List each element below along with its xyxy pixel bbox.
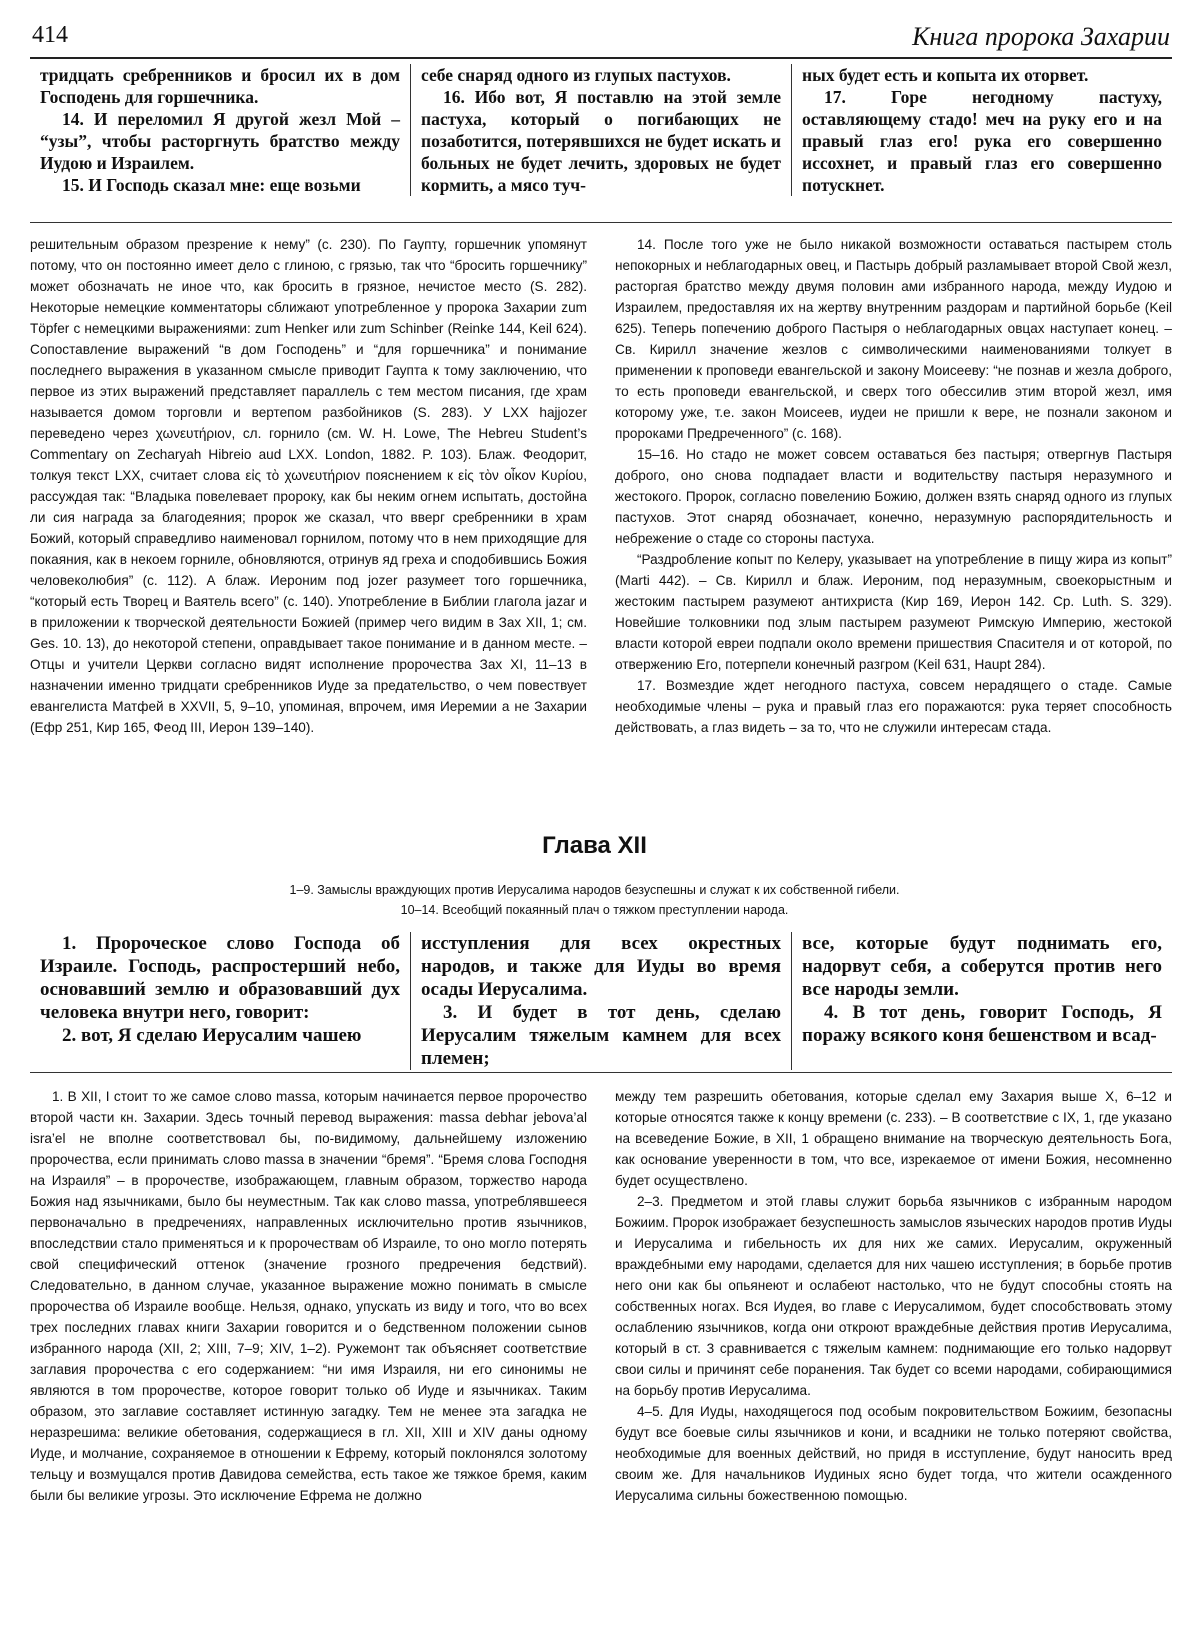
- verse-paragraph: 15. И Господь сказал мне: еще возьми: [62, 175, 361, 195]
- verse-paragraph: себе снаряд одного из глупых пастухов.: [421, 65, 731, 85]
- commentary-paragraph: между тем разрешить обетования, которые сделал ему Захария выше X, 6–12 и которые относятся также к концу времени (с. 233). – В соответствие с IX, 1, где указано на всеведение Божие, в XII, 1 обращено внимание на творческую деятельность Бога, как основание уверенности в том, что все, изрекаемое от имени Божия, несомненно будет осуществлено.: [615, 1089, 1172, 1188]
- commentary-paragraph: 1. В XII, I стоит то же самое слово massa, которым начинается первое пророчество второй части кн. Захарии. Здесь точный перевод выражения: massa debhar jebova’al isra’el не вполне соответствовал бы, по-видимому, дальнейшему изложению пророчества, если принимать слово massa в значении “бремя”. “Бремя слова Господня на Израиля” – в пророчестве, изображающем, главным образом, торжество народа Божия над язычниками, было бы неуместным. Так как слово massa, употреблявшееся первоначально в предречениях, направленных исключительно против язычников, впоследствии стало применяться и к пророчествам об Израиле, то оно могло потерять свой специфический оттенок (значение грозного предречения бедствий). Следовательно, в данном случае, указанное выражение можно понимать в смысле пророчества об Израиле вообще. Нельзя, однако, упускать из виду и того, что во всех трех последних главах книги Захарии говорится и о бедственном положении сынов избранного народа (XII, 2; XIII, 7–9; XIV, 1–2). Ружемонт так объясняет соответствие заглавия пророчества с его содержанием: “ни имя Израиля, ни его синонимы не являются в том пророчестве, которое говорит только об Иуде и язычниках. Таким образом, это заглавие составляет истинную загадку. Тем не менее эта загадка не неразрешима: великие обетования, содержащиеся в гл. XII, XIII и XIV даны одному Иуде, и молчание, сохраняемое в отношении к Ефрему, который поклонялся золотому тельцу и возмущался против Давидова семейства, есть такое же тяжкое бремя, каким были бы великие угрозы. Это исключение Ефрема не должно: [30, 1089, 587, 1503]
- scripture-col-1: [30, 932, 410, 1070]
- page-header: [30, 18, 1170, 58]
- page-number: 414: [32, 22, 68, 48]
- scripture-col-2: [410, 64, 791, 196]
- commentary-bottom: [30, 1086, 1172, 1506]
- verse-paragraph: 3. И будет в тот день, сделаю Иерусалим тяжелым камнем для всех племен;: [421, 1002, 781, 1069]
- verse-paragraph: тридцать сребренников и бросил их в дом Господень для горшечника.: [40, 65, 400, 107]
- commentary-paragraph: 14. После того уже не было никакой возможности оставаться пастырем столь непокорных и неблагодарных овец, и Пастырь добрый разламывает второй Свой жезл, расторгая братство между двумя половин ами избранного народа, между Иудою и Израилем, предоставляя их на жертву внутренним раздорам и партийной борьбе (Keil 625). Теперь попечению доброго Пастыря о неблагодарных овцах наступает конец. – Св. Кирилл значение жезлов с символическими наименованиями толкует в применении к проповеди евангельской и закону Моисееву: “не познав и жезла доброго, то есть проповеди евангельской, и сверх того обессилив этим второй жезл, имя которому уже, т.е. закон Моисеев, иудеи не пришли к вере, не познали законом и пророками Предреченного” (с. 168).: [615, 237, 1172, 441]
- commentary-col-right: [615, 1086, 1172, 1506]
- verse-paragraph: 2. вот, Я сделаю Иерусалим чашею: [62, 1025, 362, 1046]
- commentary-top: [30, 234, 1172, 738]
- separator-rule: [30, 1072, 1172, 1073]
- verse-paragraph: все, которые будут поднимать его, надорвут себя, а соберутся против него все народы земли.: [802, 933, 1162, 1000]
- commentary-paragraph: 17. Возмездие ждет негодного пастуха, совсем нерадящего о стаде. Самые необходимые члены – рука и правый глаз его поражаются: рука теряет способность действовать, а глаз видеть – за то, что не служили интересам стада.: [615, 678, 1172, 735]
- commentary-paragraph: 4–5. Для Иуды, находящегося под особым покровительством Божиим, безопасны будут все боевые силы язычников и кони, и всадники не только потеряют свойства, необходимые для военных действий, но придя в исступление, будут наносить вред своим же. Для начальников Иудиных ясно будет тогда, что жители осажденного Иерусалима сильны божественною помощью.: [615, 1404, 1172, 1503]
- scripture-col-3: [791, 932, 1172, 1070]
- commentary-paragraph: решительным образом презрение к нему” (с. 230). По Гаупту, горшечник упомянут потому, что он постоянно имеет дело с глиною, с грязью, так что “бросить горшечнику” может обозначать не иное что, как бросить в грязное, нечистое место (S. 282). Некоторые немецкие комментаторы сближают употребленное у пророка Захарии zum Töpfer с немецкими выражениями: zum Henker или zum Schinber (Reinke 144, Keil 624). Сопоставление выражений “в дом Господень” и “для горшечника” и понимание последнего выражения в указанном смысле приводит Гаупта к тому заключению, что первое из этих выражений представляет параллель с тем местом писания, где храм называется домом торговли и вертепом разбойников (S. 283). У LXX hajjozer переведено через χωνευτήριον, сл. горнило (см. W. H. Lowe, The Hebreu Student’s Commentary on Zecharyah Hibreio aud LXX. London, 1882. P. 103). Блаж. Феодорит, толкуя текст LXX, считает слова εἰς τὸ χωνευτήριον пояснением к εἰς τὸν οἶκον Κυρίου, рассуждая так: “Владыка повелевает пророку, как бы неким огнем испытать, достойна ли сия награда за благодеяния; пророк же сказал, что вверг сребренники в храм Божий, который справедливо наименовал горнилом, потому что в нем приходящие для покаяния, как в некоем горниле, обновляются, отринув яд греха и сподобившись Божия человеколюбия” (с. 112). А блаж. Иероним под jozer разумеет того горшечника, “который есть Творец и Ваятель всего” (с. 140). Употребление в Библии глагола jazar и в приложении к творческой деятельности Божией (пример чего видим в Зах XII, 1; см. Ges. 10. 13), до некоторой степени, оправдывает такое понимание и в данном месте. – Отцы и учители Церкви согласно видят исполнение пророчества Зах XI, 11–13 в назначении именно тридцати сребренников Иуде за предательство, о чем повествует евангелиста Матфей в XXVII, 5, 9–10, упоминая, впрочем, имя Иеремии а не Захарии (Ефр 251, Кир 165, Феод III, Иерон 139–140).: [30, 237, 587, 735]
- verse-paragraph: 14. И переломил Я другой жезл Мой – “узы”, чтобы расторгнуть братство между Иудою и Израилем.: [40, 109, 400, 173]
- verse-paragraph: ных будет есть и копыта их оторвет.: [802, 65, 1089, 85]
- verse-paragraph: 16. Ибо вот, Я поставлю на этой земле пастуха, который о погибающих не позаботится, потерявшихся не будет искать и больных не будет лечить, здоровых не будет кормить, а мясо туч-: [421, 87, 781, 195]
- running-title: Книга пророка Захарии: [912, 22, 1170, 51]
- scripture-chapter: [30, 932, 1172, 1070]
- chapter-summary: [0, 880, 1189, 920]
- summary-line: 10–14. Всеобщий покаянный плач о тяжком преступлении народа.: [400, 903, 789, 917]
- scripture-col-2: [410, 932, 791, 1070]
- verse-paragraph: исступления для всех окрестных народов, и также для Иуды во время осады Иерусалима.: [421, 933, 781, 1000]
- verse-paragraph: 1. Пророческое слово Господа об Израиле. Господь, распростерший небо, основавший землю и образовавший дух человека внутри него, говорит:: [40, 933, 400, 1023]
- commentary-col-left: [30, 1086, 587, 1506]
- header-rule: [30, 57, 1172, 59]
- commentary-paragraph: 2–3. Предметом и этой главы служит борьба язычников с избранным народом Божиим. Пророк изображает безуспешность замыслов языческих народов против Иуды и Иерусалима и гибельность их для них же самих. Иерусалим, окруженный враждебными ему народами, сделается для них чашею исступления; в борьбе против него они как бы опьянеют и ослабеют настолько, что не будут способны стоять на собственных ногах. Вся Иудея, во главе с Иерусалимом, будет способствовать этому ослаблению язычников, когда они откроют враждебные действия против Иерусалима, который в ст. 3 сравнивается с тяжелым камнем: поднимающие его только надорвут свои силы и причинят себе поранения. Так будет со всеми народами, собирающимися на борьбу против Иерусалима.: [615, 1194, 1172, 1398]
- commentary-paragraph: 15–16. Но стадо не может совсем оставаться без пастыря; отвергнув Пастыря доброго, оно снова подпадает власти и водительству пастыря неразумного и жестокого. Пророк, согласно повелению Божию, должен взять снаряд одного из глупых пастухов. Этот снаряд обозначает, конечно, неразумную распорядительность и небрежение о стаде со стороны пастуха.: [615, 447, 1172, 546]
- verse-paragraph: 4. В тот день, говорит Господь, Я поражу всякого коня бешенством и всад-: [802, 1002, 1162, 1046]
- commentary-paragraph: “Раздробление копыт по Келеру, указывает на употребление в пищу жира из копыт” (Marti 442). – Св. Кирилл и блаж. Иероним, под неразумным, своекорыстным и жестоким пастырем разумеют антихриста (Кир 169, Иерон 142. Ср. Luth. S. 329). Новейшие толковники под злым пастырем разумеют Римскую Империю, жестокой власти которой евреи подпали около времени пришествия Спасителя и от которой, по отвержению Его, потерпели конечный разгром (Keil 631, Haupt 284).: [615, 552, 1172, 672]
- scripture-top: [30, 64, 1172, 196]
- verse-paragraph: 17. Горе негодному пастуху, оставляющему стадо! меч на руку его и на правый глаз его! рука его совершенно иссохнет, и правый глаз его совершенно потускнет.: [802, 87, 1162, 195]
- chapter-title: Глава XII: [542, 832, 647, 859]
- scripture-col-1: [30, 64, 410, 196]
- commentary-col-left: [30, 234, 587, 738]
- summary-line: 1–9. Замыслы враждующих против Иерусалима народов безуспешны и служат к их собственной гибели.: [289, 883, 900, 897]
- separator-rule: [30, 222, 1172, 223]
- commentary-col-right: [615, 234, 1172, 738]
- scripture-col-3: [791, 64, 1172, 196]
